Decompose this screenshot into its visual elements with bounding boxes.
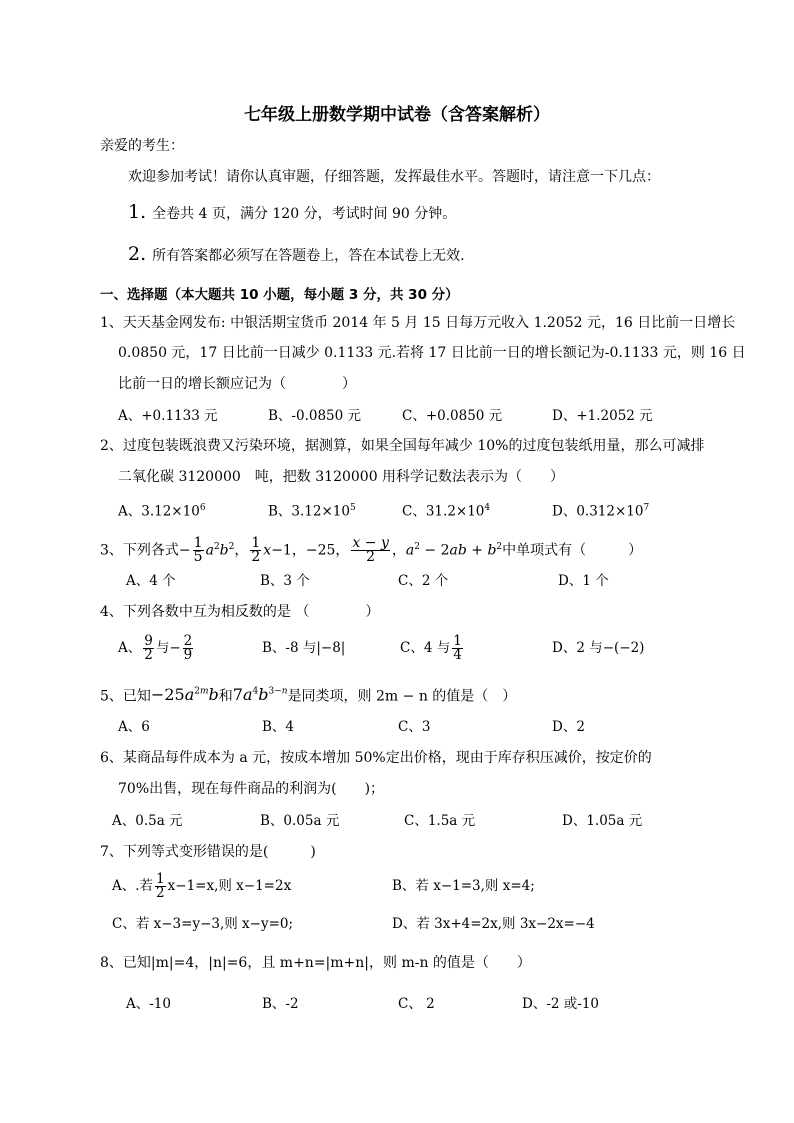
- q8-option-c: C、 2: [398, 996, 435, 1012]
- q5-option-b: B、4: [262, 719, 295, 735]
- note-1: [128, 201, 457, 223]
- q5-stem: 5、已知$-25a^{2m}b$和$7a^4b^{3-n}$是同类项，则 2m − n 的值是（ ）: [100, 685, 517, 705]
- q7-option-b: B、若 x−1=3,则 x=4;: [392, 878, 535, 894]
- q6-option-a: A、0.5a 元: [112, 813, 183, 829]
- q7-option-d: D、若 3x+4=2x,则 3x−2x=−4: [392, 916, 595, 932]
- q3-option-d: D、1 个: [558, 573, 609, 589]
- q6-line-1: 6、某商品每件成本为 a 元，按成本增加 50%定出价格，现由于库存积压减价，按定价的: [100, 750, 652, 766]
- q4-option-a: A、 $\frac{9}{2}$ 与− $\frac{2}{9}$: [118, 633, 193, 663]
- q8-option-d: D、-2 或-10: [522, 996, 600, 1012]
- q7-stem: 7、下列等式变形错误的是( ): [100, 844, 316, 860]
- q4-option-d: D、2 与−(−2): [552, 640, 645, 656]
- section-heading: 一、选择题（本大题共 10 小题，每小题 3 分，共 30 分）: [100, 287, 459, 303]
- q3-option-a: A、4 个: [126, 573, 176, 589]
- q8-option-a: A、-10: [126, 996, 171, 1012]
- q2-option-a: A、$3.12\times 10^6$: [118, 503, 206, 520]
- q4-stem: 4、下列各数中互为相反数的是 （ ）: [100, 604, 380, 620]
- q2-option-c: C、$31.2\times 10^4$: [402, 503, 491, 520]
- q2-option-d: D、$0.312\times 10^7$: [552, 503, 650, 520]
- q7-option-a: A、.若 $\frac{1}{2}$ x−1=x,则 x−1=2x: [112, 871, 292, 901]
- note-2-number: 2.: [128, 243, 147, 265]
- q1-option-c: C、+0.0850 元: [402, 408, 503, 424]
- note-2-text: 所有答案都必须写在答题卷上，答在本试卷上无效.: [152, 248, 465, 264]
- q2-line-2: 二氧化碳 3120000 吨，把数 3120000 用科学记数法表示为（ ）: [118, 469, 565, 485]
- q6-option-b: B、0.05a 元: [260, 813, 340, 829]
- q3-fraction-x-y: $\frac{x - y}{2}$: [352, 535, 389, 566]
- q3-stem: 3、下列各式− $\frac{1}{5}$ $a^2b^2$， $\frac{1}{2}$ x−1，−25， $\frac{x - y}{2}$ ，$a^2 - 2ab + b^2$中单项式有（ ）: [100, 535, 643, 566]
- q1-option-a: A、+0.1133 元: [118, 408, 218, 424]
- q1-line-3: 比前一日的增长额应记为（ ）: [118, 376, 356, 392]
- note-1-text: 全卷共 4 页，满分 120 分，考试时间 90 分钟。: [152, 206, 457, 222]
- q4-option-c: C、4 与 $\frac{1}{4}$: [400, 633, 462, 663]
- intro-text: 欢迎参加考试！请你认真审题，仔细答题，发挥最佳水平。答题时，请注意一下几点：: [128, 169, 660, 185]
- q6-line-2: 70%出售，现在每件商品的利润为( )；: [118, 781, 385, 797]
- q5-option-c: C、3: [398, 719, 431, 735]
- note-1-number: 1.: [128, 201, 147, 223]
- q4-option-b: B、-8 与|−8|: [262, 640, 346, 656]
- q6-option-c: C、1.5a 元: [404, 813, 476, 829]
- q8-stem: 8、已知|m|=4，|n|=6，且 m+n=|m+n|，则 m-n 的值是（ ）: [100, 955, 531, 971]
- q3-option-b: B、3 个: [260, 573, 310, 589]
- page-title: 七年级上册数学期中试卷（含答案解析）: [244, 105, 550, 125]
- q1-option-b: B、-0.0850 元: [268, 408, 362, 424]
- q2-line-1: 2、过度包装既浪费又污染环境，据测算，如果全国每年减少 10%的过度包装纸用量，那么可减排: [100, 438, 705, 454]
- q3-fraction-1-5: $\frac{1}{5}$: [193, 535, 203, 566]
- q1-line-2: 0.0850 元，17 日比前一日减少 0.1133 元.若将 17 日比前一日的增长额记为-0.1133 元，则 16 日: [118, 345, 746, 361]
- q3-option-c: C、2 个: [398, 573, 449, 589]
- q1-line-1: 1、天天基金网发布: 中银活期宝货币 2014 年 5 月 15 日每万元收入 1.2052 元，16 日比前一日增长: [100, 315, 736, 331]
- q2-option-b: B、$3.12\times 10^5$: [268, 503, 356, 520]
- q5-option-d: D、2: [552, 719, 585, 735]
- note-2: [128, 243, 465, 265]
- q7-option-c: C、若 x−3=y−3,则 x−y=0;: [112, 916, 294, 932]
- greeting: 亲爱的考生：: [100, 138, 184, 154]
- q3-fraction-1-2: $\frac{1}{2}$: [251, 535, 261, 566]
- q1-option-d: D、+1.2052 元: [552, 408, 653, 424]
- q6-option-d: D、1.05a 元: [562, 813, 643, 829]
- q5-option-a: A、6: [118, 719, 150, 735]
- q8-option-b: B、-2: [262, 996, 299, 1012]
